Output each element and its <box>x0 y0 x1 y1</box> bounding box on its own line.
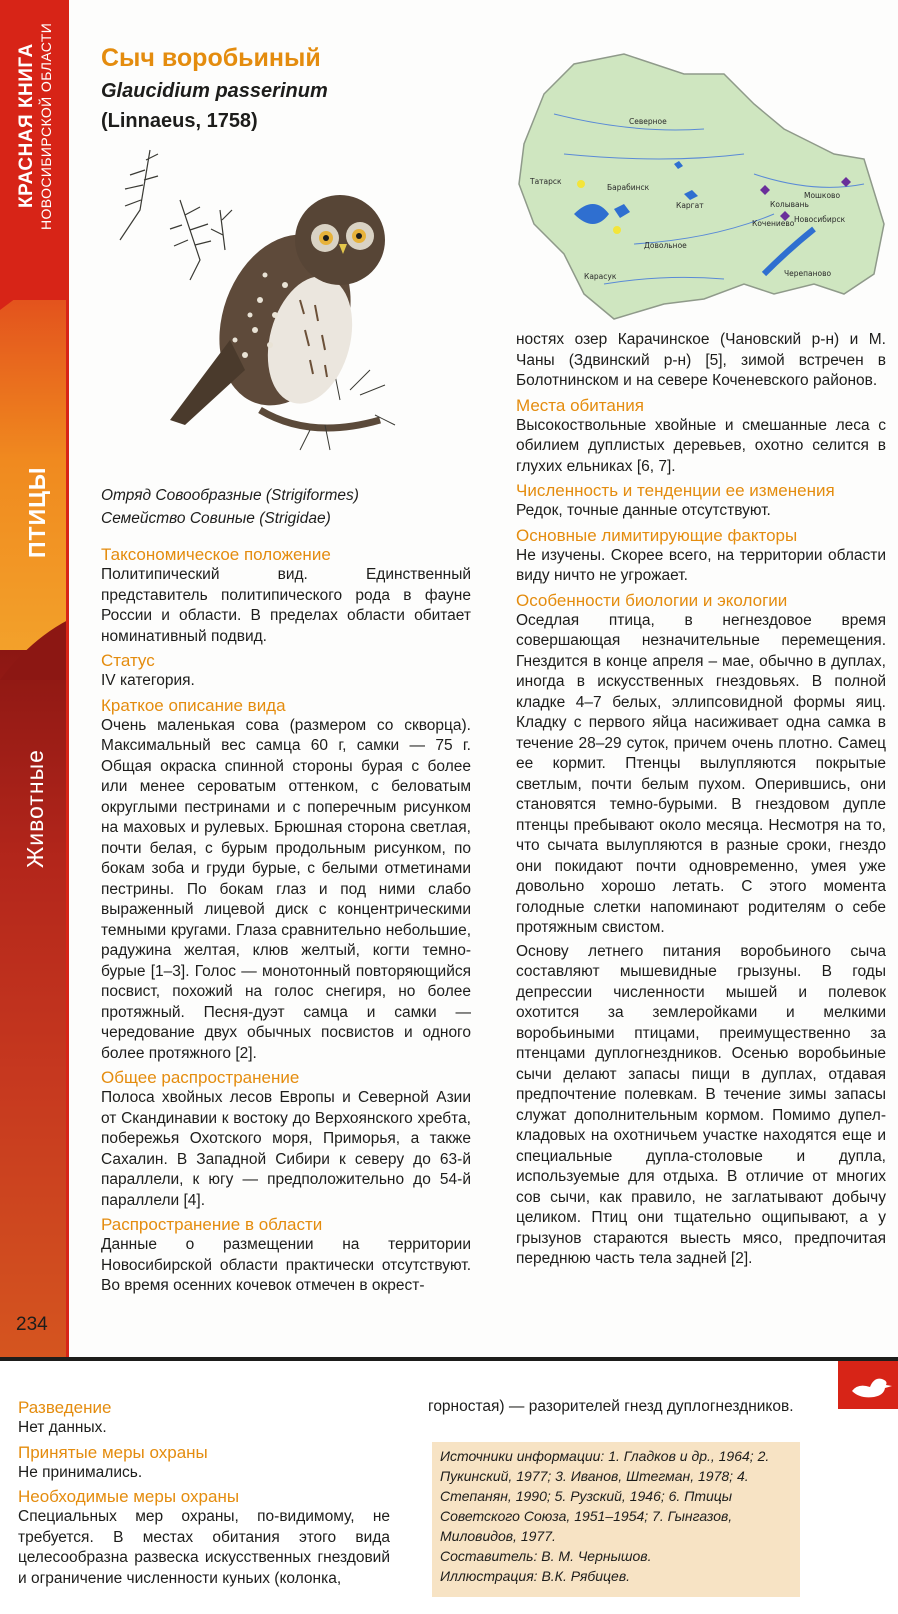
taxonomy <box>101 484 359 530</box>
map-town: Новосибирск <box>794 215 846 224</box>
section-heading: Принятые меры охраны <box>18 1442 208 1462</box>
page-number: 234 <box>16 1314 48 1335</box>
map-town: Колывань <box>770 200 809 209</box>
section-text: Не изучены. Скорее всего, на территории области виду ничто не угрожает. <box>516 546 886 584</box>
section-text: Высокоствольные хвойные и смешанные леса с обилием дуплистых деревьев, охотно селится в глухих ельниках [6, 7]. <box>516 416 886 475</box>
range-map <box>514 44 888 324</box>
map-town: Довольное <box>644 241 687 250</box>
section-heading: Краткое описание вида <box>101 695 286 715</box>
section-text: Редок, точные данные отсутствуют. <box>516 502 771 519</box>
category-label: Животные <box>22 749 48 868</box>
section-text: Полоса хвойных лесов Европы и Северной Азии от Скандинавии к востоку до Верхоянского хребта, побережья Охотского моря, Приморья, а также Сахалин. В Западной Сибири к северу до 63-й параллели, к югу — предположительно до 54-й параллели [4]. <box>101 1089 471 1209</box>
section-heading: Основные лимитирующие факторы <box>516 525 798 545</box>
margin-rule <box>66 0 69 1357</box>
section-heading: Распространение в области <box>101 1215 323 1234</box>
section-text: Оседлая птица, в негнездовое время совершающая незначительные перемещения. Гнездится в конце апреля – мае, обычно в дуплах, иногда в искусственных гнездовьях. В полной кладке 4–7 белых, эллипсовидной формы яиц. Кладку с первого яйца насиживает одна самка в течение 28–29 суток, причем очень плотно. Самец ее кормит. Птенцы вылупляются покрытые светлым, почти белым пухом. Оперившись, они становятся темно-бурыми. В гнездовом дупле птенцы пребывают около месяца. Несмотря на то, что сычата вылупляются в разные сроки, гнездо они покидают почти одновременно, умея уже довольно хорошо летать. С этого момента голодные слетки напоминают родителям о себе протяжным свистом. <box>516 611 886 936</box>
map-town: Карасук <box>584 272 617 281</box>
species-latin-name: Glaucidium passerinum <box>101 80 328 102</box>
section-text: Политипический вид. Единственный представитель политипического рода в фауне России и области. В пределах области обитает номинативный подвид. <box>101 566 471 645</box>
species-author: (Linnaeus, 1758) <box>101 110 258 132</box>
book-title: КРАСНАЯ КНИГА <box>16 43 37 208</box>
book-subtitle: НОВОСИБИРСКОЙ ОБЛАСТИ <box>38 22 54 230</box>
map-town: Черепаново <box>784 269 832 278</box>
illustrator: Иллюстрация: В.К. Рябицев. <box>440 1568 631 1584</box>
section-heading: Необходимые меры охраны <box>18 1487 240 1506</box>
right-column <box>516 330 886 1273</box>
section-heading: Особенности биологии и экологии <box>516 590 788 610</box>
section-text: Нет данных. <box>18 1419 107 1436</box>
section-text: горностая) — разорителей гнезд дуплогнездников. <box>428 1398 794 1415</box>
map-town: Мошково <box>804 191 841 200</box>
section-text: Не принимались. <box>18 1463 143 1481</box>
taxonomy-family: Семейство Совиные (Strigidae) <box>101 510 331 527</box>
section-heading: Места обитания <box>516 395 644 415</box>
section-text: Основу летнего питания воробьиного сыча составляют мышевидные грызуны. В годы депрессии численности мышей и полевок охотится за землеройками и мелкими воробьиными птицами, преимущественно за птенцами дуплогнездников. Осенью воробьиные сычи делают запасы пищи в дуплах, отдавая предпочтение полевкам. В течение зимы запасы служат дополнительным кормом. Помимо дупел-кладовых на охотничьем участке находятся еще и специальные дупла-столовые и дупла, используемые для отдыха. В отличие от многих сов сычи, как правило, не заглатывают добычу целиком. Птиц они тщательно ощипывают, а у грызунов стараются выесть мясо, предпочитая переднюю часть тела задней [2]. <box>516 942 886 1267</box>
sidebar <box>0 0 68 1357</box>
sidebar-decoration <box>0 240 68 680</box>
section-heading: Таксономическое положение <box>101 545 331 564</box>
map-town: Барабинск <box>607 183 650 192</box>
duck-icon <box>838 1361 898 1409</box>
section-text: IV категория. <box>101 672 195 689</box>
taxonomy-order: Отряд Совообразные (Strigiformes) <box>101 487 359 504</box>
sources-box <box>432 1442 800 1597</box>
section-text: Данные о размещении на территории Новосибирской области практически отсутствуют. Во время осенних кочевок отмечен в окрест- <box>101 1236 471 1294</box>
section-heading: Разведение <box>18 1398 112 1417</box>
map-town: Татарск <box>530 177 562 186</box>
owl-illustration <box>110 140 410 470</box>
section-heading: Статус <box>101 651 155 670</box>
map-town: Северное <box>629 117 667 126</box>
section-text: ностях озер Карачинское (Чановский р-н) и М. Чаны (Здвинский р-н) [5], зимой встречен в Болотнинском и на севере Коченевского районов. <box>516 331 886 389</box>
left-column <box>101 544 471 1300</box>
section-label: ПТИЦЫ <box>24 466 50 558</box>
map-town: Кочениево <box>752 219 795 228</box>
bottom-left-column <box>18 1397 390 1592</box>
sources-text: Источники информации: 1. Гладков и др., 1964; 2. Пукинский, 1977; 3. Иванов, Штегман, 1978; 4. Степанян, 1990; 5. Рузский, 1946; 6. Птицы Советского Союза, 1951–1954; 7. Гынгазов, Миловидов, 1977. <box>440 1448 770 1544</box>
section-text: Специальных мер охраны, по-видимому, не требуется. В местах обитания этого вида целесообразна развеска искусственных гнездовий и ограничение численности куньих (колонка, <box>18 1508 390 1587</box>
section-heading: Общее распространение <box>101 1068 300 1087</box>
section-heading: Численность и тенденции ее изменения <box>516 481 835 500</box>
species-title: Сыч воробьиный <box>101 44 321 72</box>
compiler: Составитель: В. М. Чернышов. <box>440 1548 652 1564</box>
map-town: Каргат <box>676 201 704 210</box>
section-text: Очень маленькая сова (размером со скворца). Максимальный вес самца 60 г, самки — 75 г. Общая окраска спинной стороны бурая с более или менее сероватым оттенком, с беловатым округлыми пестринами и с поперечным рисунком на маховых и рулевых. Брюшная сторона светлая, почти белая, с бурым продольным рисунком, по бокам зоба и груди бурые, с белыми отметинами пестрины. По бокам глаз и под ними слабо выраженный лицевой диск с концентрическими темными кругами. Глаза сравнительно небольшие, радужина желтая, клюв желтый, когти темно-бурые [1–3]. Голос — монотонный повторяющийся посвист, похожий на голос снегиря, но более протяжный. Песня-дуэт самца и самки — чередование двух обычных посвистов и одного более протяжного [2]. <box>101 716 471 1062</box>
bottom-right-column <box>428 1397 806 1418</box>
